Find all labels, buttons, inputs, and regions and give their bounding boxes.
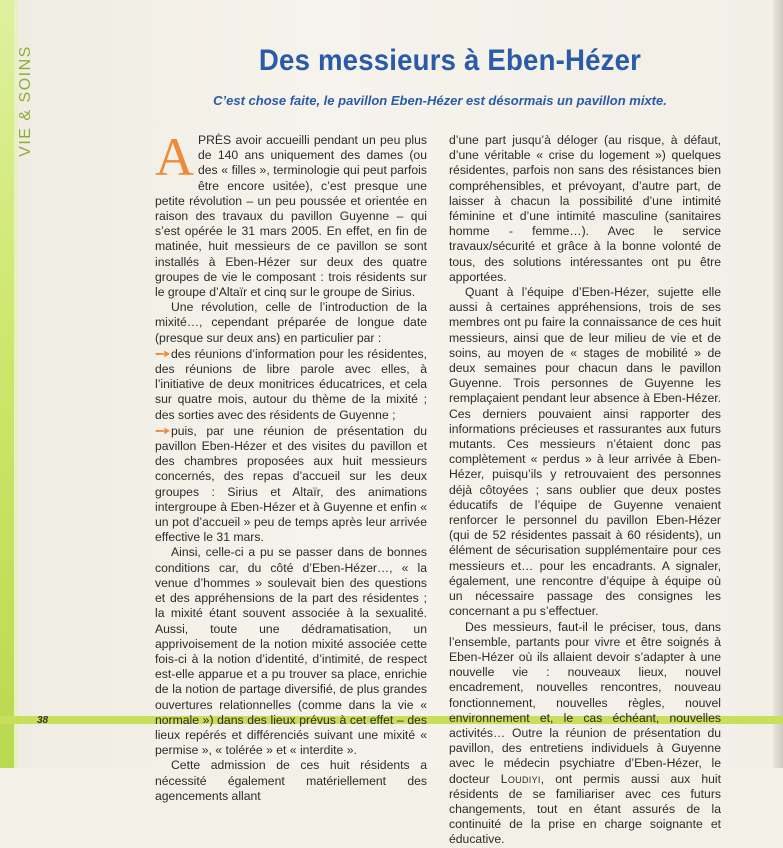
- section-label-text: VIE & SOINS: [17, 45, 34, 157]
- bullet-item: [155, 346, 427, 423]
- paragraph-admission: Cette admission de ces huit résidents a nécessité également matériellement des agencements allant: [155, 758, 427, 803]
- article-title: Des messieurs à Eben-Hézer: [258, 44, 642, 77]
- paragraph-intro-text: PRÈS avoir accueilli pendant un peu plus de 140 ans uniquement des dames (ou des « filles », terminologie qui peut parfois être encore usitée), c’est presque une petite révolution – un peu poussée et orientée en raison des travaux du pavillon Guyenne – qui s’est opérée le 31 mars 2005. En effet, en fin de matinée, huit messieurs de ce pavillon se sont installés à Eben-Hézer sur deux des quatre groupes de vie le composant : trois résidents sur le groupe d’Altaïr et cinq sur le groupe de Sirius.: [155, 133, 427, 300]
- paragraph-messieurs-text: Des messieurs, faut-il le préciser, tous, dans l’ensemble, partants pour vivre et être soignés à Eben-Hézer où ils allaient devoir s’adapter à une nouvelle vie : nouveaux lieux, nouvel encadrement, nouvelles rencontres, nouveau fonctionnement, nouvelles règles, nouvel environnement et, le cas échéant, nouvelles activités… Outre la réunion de présentation du pavillon, des entretiens individuels à Guyenne avec le médecin psychiatre d’Eben-Hézer, le docteur: [449, 619, 721, 786]
- arrow-icon: ➙: [155, 345, 171, 361]
- bullet-item-text: des réunions d’information pour les résidentes, des réunions de libre parole avec elles, à l’initiative de deux monitrices éducatrices, et cela sur quatre mois, autour du thème de la mixité ; des sorties avec des résidents de Guyenne ;: [155, 346, 427, 422]
- article-column-right: [449, 133, 721, 848]
- drop-cap: A: [155, 127, 194, 187]
- paragraph-logement: d’une part jusqu’à déloger (au risque, à défaut, d’une véritable « crise du logement ») quelques résidentes, parfois non sans des résistances bien compréhensibles, et prévoyant, d’autre part, de laisser à chacun la possibilité d’une intimité féminine et d’une intimité masculine (sanitaires homme - femme…). Avec le service travaux/sécurité et grâce à la bonne volonté de tous, des solutions intéressantes ont pu être apportées.: [449, 133, 721, 284]
- section-label: [13, 36, 39, 166]
- article-subtitle: C’est chose faite, le pavillon Eben-Hézer est désormais un pavillon mixte.: [213, 93, 667, 108]
- page-number: 38: [37, 715, 49, 726]
- paragraph-conditions: Ainsi, celle-ci a pu se passer dans de bonnes conditions car, du côté d’Eben-Hézer…, « la venue d’hommes » soulevait bien des questions et des appréhensions de la part des résidentes ; la mixité étant souvent associée à la sexualité. Aussi, toute une dédramatisation, un apprivoisement de la notion mixité associée cette fois-ci à la notion d’identité, d’intimité, de respect est-elle apparue et a pu trouver sa place, enrichie de la notion de partage diversifié, de plus grandes ouvertures relationnelles (comme dans la vie « normale ») dans des lieux prévus à cet effet – des lieux repérés et différenciés suivant une mixité « permise », « tolérée » et « interdite ».: [155, 545, 427, 758]
- bullet-item-text: puis, par une réunion de présentation du pavillon Eben-Hézer et des visites du pavillon et des chambres proposées aux huit messieurs concernés, des repas d’accueil sur les deux groupes : Sirius et Altaïr, des animations intergroupe à Eben-Hézer et à Guyenne et enfin « un pot d’accueil » peu de temps après leur arrivée effective le 31 mars.: [155, 423, 427, 545]
- article-column-left: [155, 127, 427, 804]
- section-color-strip: [0, 0, 14, 768]
- paragraph-equipe: Quant à l’équipe d’Eben-Hézer, sujette elle aussi à certaines appréhensions, trois de ses membres ont pu faire la connaissance de ces huit messieurs, ainsi que de leur milieu de vie et de soins, au moyen de « stages de mobilité » de deux semaines pour chacun dans le pavillon Guyenne. Trois personnes de Guyenne les remplaçaient pendant leur absence à Eben-Hézer. Ces derniers pouvaient ainsi rapporter des informations précieuses et rassurantes aux futurs mutants. Ces messieurs n’étaient donc pas complètement « perdus » à leur arrivée à Eben-Hézer, puisqu’ils y retrouvaient des personnes déjà côtoyées ; sans oublier que deux postes éducatifs de l’équipe de Guyenne venaient renforcer le personnel du pavillon Eben-Hézer (qui de 52 résidentes passait à 60 résidents), un élément de sécurisation supplémentaire pour ces messieurs et… pour les encadrants. A signaler, également, une rencontre d’équipe à équipe où un nécessaire passage des consignes les concernant a pu s’effectuer.: [449, 285, 721, 619]
- paragraph-intro: [155, 127, 427, 300]
- paragraph-messieurs: [449, 620, 721, 848]
- paragraph-messieurs-end: , ont permis aussi aux huit résidents de se familiariser avec ces futurs changements, tout en étant assurés de la continuité de la prise en charge soignante et éducative.: [449, 771, 721, 847]
- arrow-icon: ➙: [155, 422, 171, 438]
- page-binding-edge: [773, 0, 783, 768]
- doctor-name: Loudiyi: [500, 771, 541, 786]
- paragraph-revolution: Une révolution, celle de l’introduction de la mixité…, cependant préparée de longue date (presque sur deux ans) en particulier par :: [155, 300, 427, 345]
- bullet-item: [155, 423, 427, 546]
